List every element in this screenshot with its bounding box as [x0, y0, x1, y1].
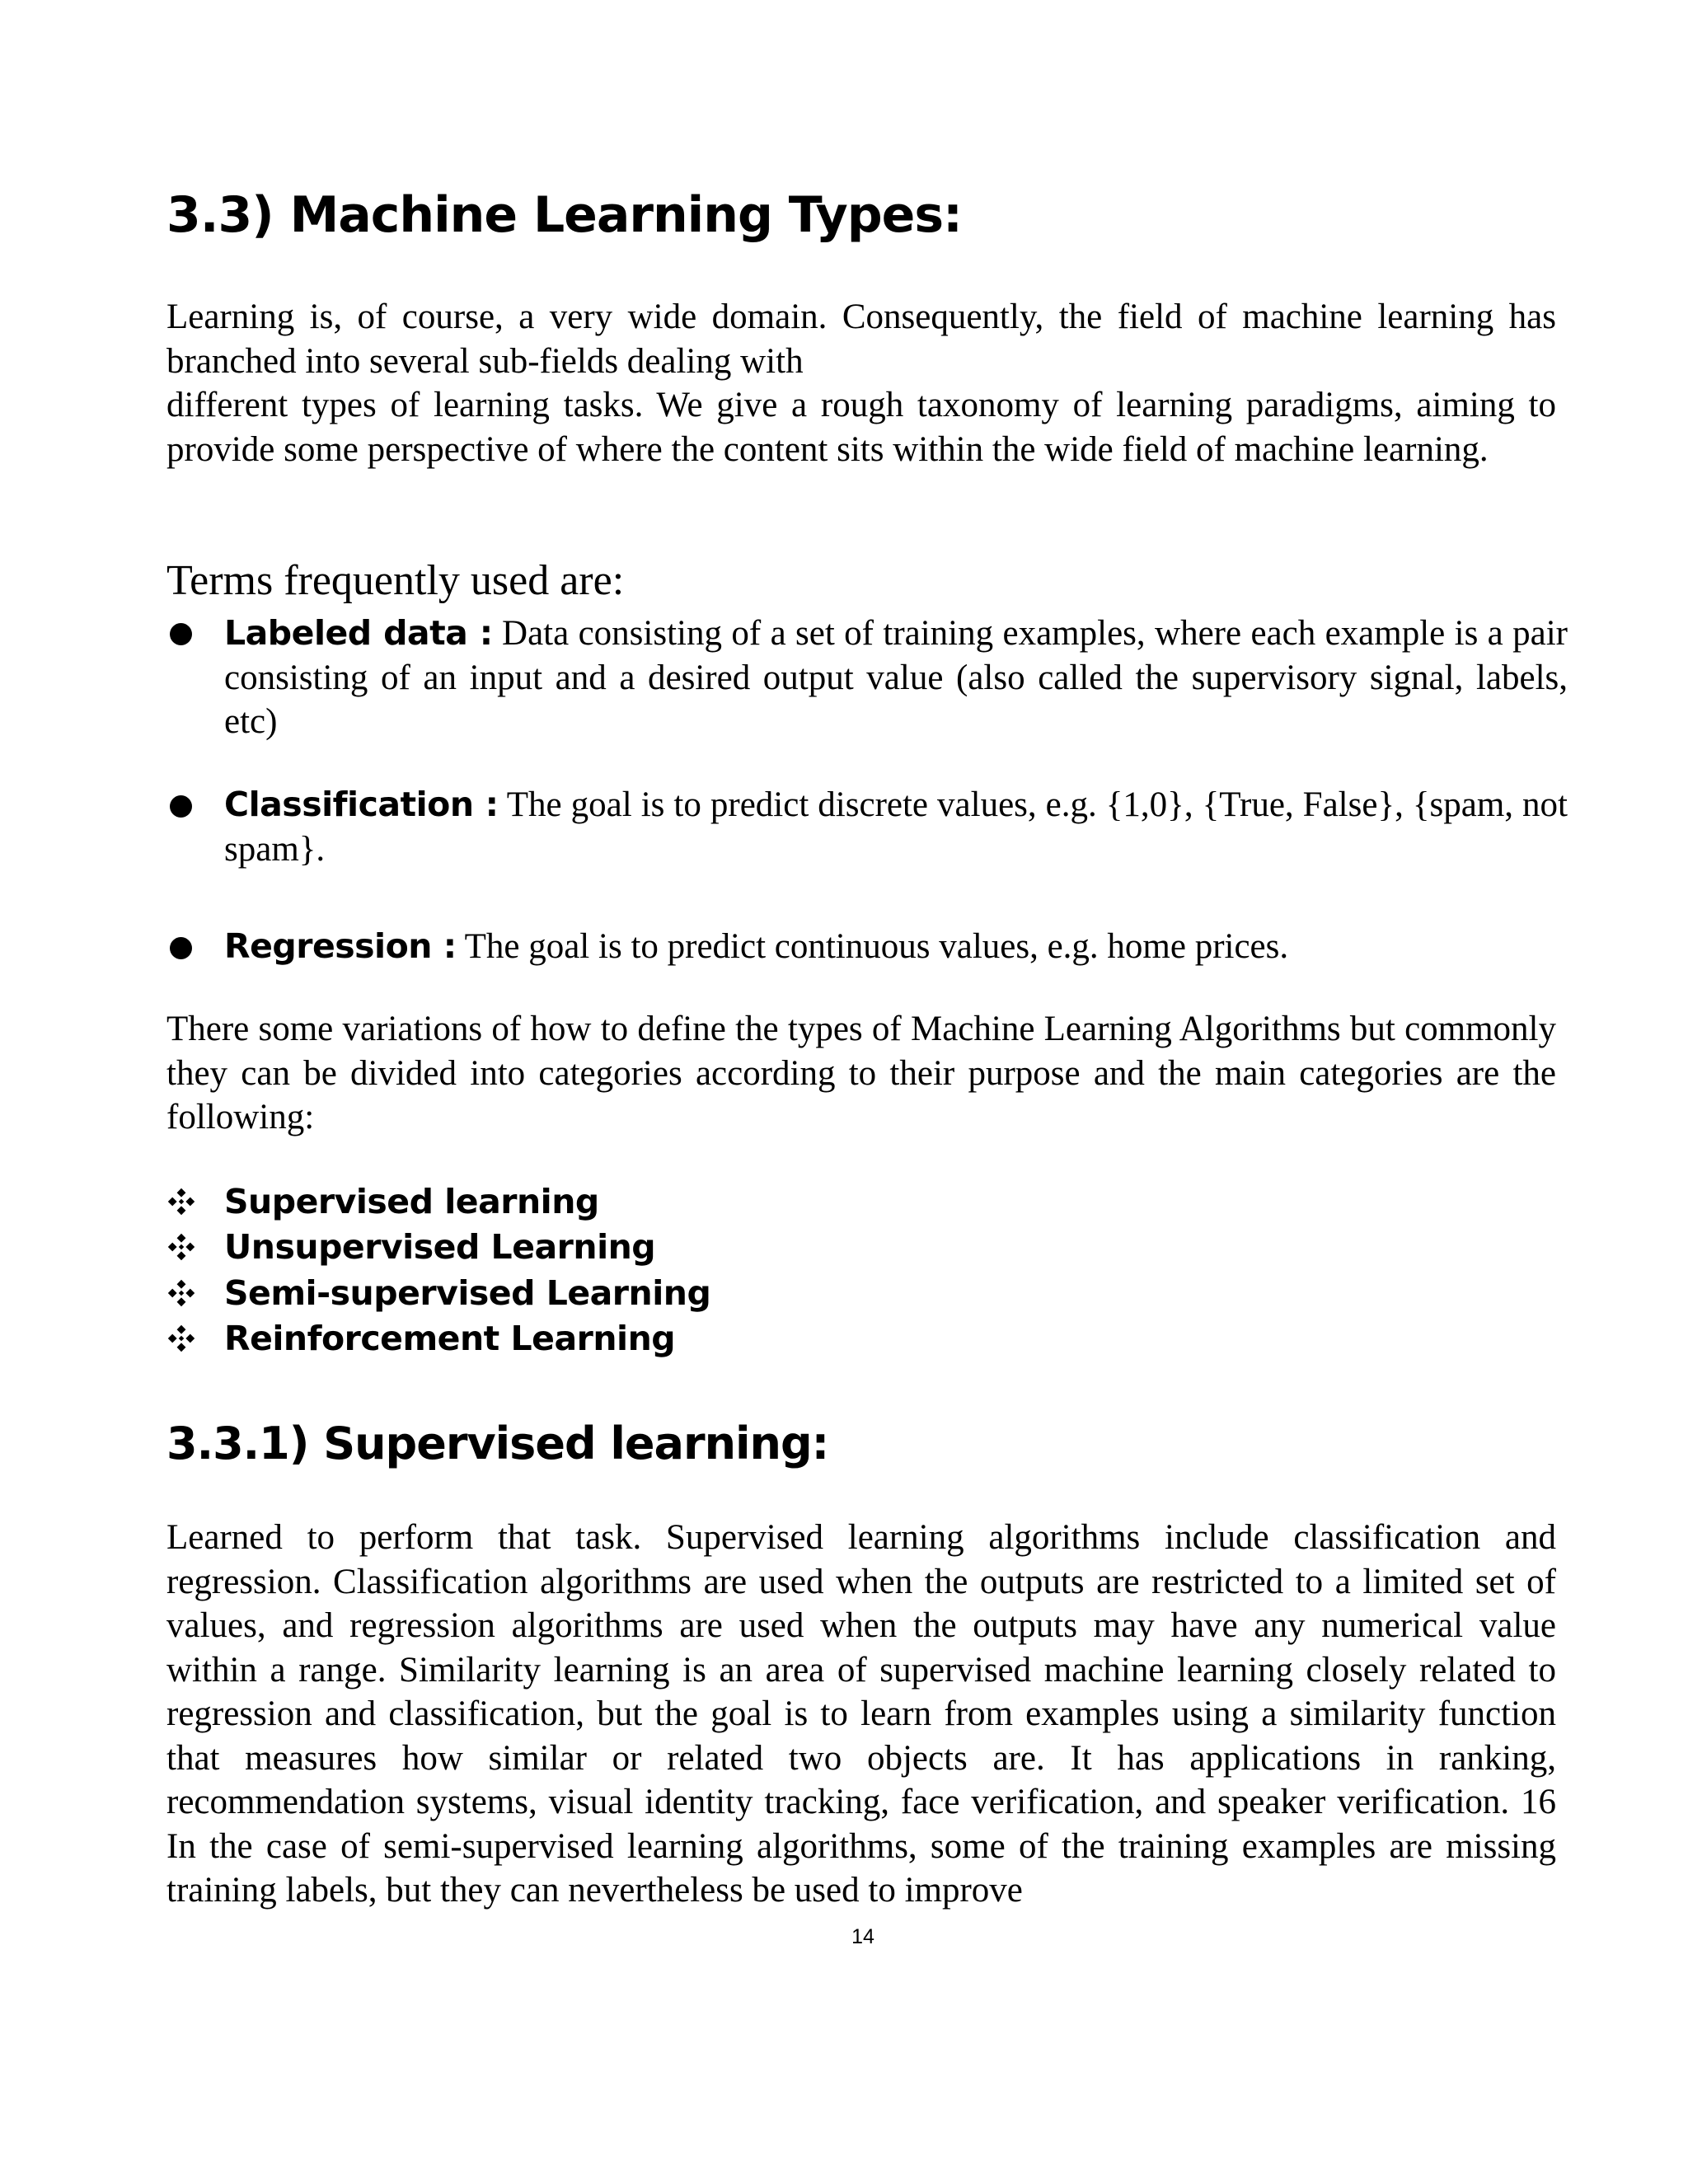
term-description: The goal is to predict discrete values, e.g. {1,0}, {True, False}, {spam, not spam}.	[224, 785, 1568, 869]
section-heading: 3.3) Machine Learning Types:	[166, 186, 963, 244]
four-diamond-bullet-icon	[166, 1187, 196, 1216]
term-label: Regression :	[224, 926, 457, 966]
list-item	[166, 1179, 710, 1225]
bullet-dot-icon	[170, 795, 192, 818]
page-number: 14	[851, 1925, 874, 1948]
category-list	[166, 1179, 710, 1361]
term-description: The goal is to predict continuous values, e.g. home prices.	[464, 927, 1289, 966]
term-description: Data consisting of a set of training examples, where each example is a pair consisting of an input and a desired output value (also called the supervisory signal, labels, etc)	[224, 614, 1568, 741]
terms-heading: Terms frequently used are:	[166, 557, 625, 604]
four-diamond-bullet-icon	[166, 1324, 196, 1353]
category-label: Reinforcement Learning	[224, 1319, 676, 1359]
intro-line-2: different types of learning tasks. We give a rough taxonomy of learning paradigms, aiming to provide some perspective of where the content sits within the wide field of machine learning.	[166, 386, 1556, 469]
supervised-paragraph: Learned to perform that task. Supervised learning algorithms include classification and regression. Classification algorithms are used when the outputs are restricted to a limited set of values, and regression algorithms are used when the outputs may have any numerical value within a range. Similarity learning is an area of supervised machine learning closely related to regression and classification, but the goal is to learn from examples using a similarity function that measures how similar or related two objects are. It has applications in ranking, recommendation systems, visual identity tracking, face verification, and speaker verification. 16 In the case of semi-supervised learning algorithms, some of the training examples are missing training labels, but they can nevertheless be used to improve	[166, 1518, 1556, 1910]
term-item-regression	[166, 925, 1568, 969]
list-item	[166, 1225, 710, 1271]
four-diamond-bullet-icon	[166, 1278, 196, 1308]
list-item	[166, 1316, 710, 1362]
term-item-labeled-data	[166, 612, 1568, 744]
category-label: Semi-supervised Learning	[224, 1272, 711, 1313]
variations-paragraph: There some variations of how to define the types of Machine Learning Algorithms but commonly they can be divided into categories according to their purpose and the main categories are the following:	[166, 1010, 1556, 1137]
bullet-dot-icon	[170, 937, 192, 959]
term-label: Classification :	[224, 785, 499, 824]
category-label: Unsupervised Learning	[224, 1227, 656, 1268]
subsection-heading: 3.3.1) Supervised learning:	[166, 1418, 829, 1469]
category-label: Supervised learning	[224, 1181, 599, 1221]
term-item-classification	[166, 783, 1568, 871]
four-diamond-bullet-icon	[166, 1232, 196, 1262]
intro-line-1: Learning is, of course, a very wide domain. Consequently, the field of machine learning has branched into several sub-fields dealing with	[166, 298, 1556, 381]
term-label: Labeled data :	[224, 613, 493, 653]
bullet-dot-icon	[170, 623, 192, 645]
intro-paragraph	[166, 295, 1556, 471]
list-item	[166, 1270, 710, 1316]
